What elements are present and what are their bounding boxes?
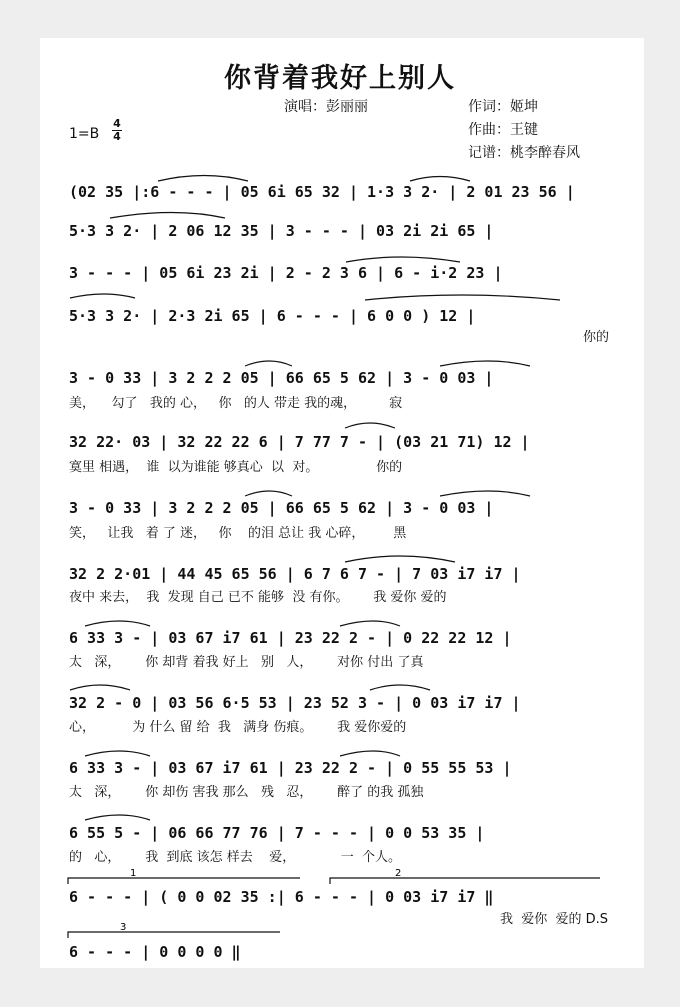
slur-mark [340,621,400,626]
slur-mark [440,491,530,496]
lyric-line: 你的 [582,330,609,345]
volta-bracket-3 [68,932,280,938]
song-title: 你背着我好上别人 [224,63,456,94]
lyric-line: 太 深， 你 却背 着我 好上 别 人， 对你 付出 了真 [69,655,424,670]
lyricist-credit: 作词：姬坤 [468,99,538,115]
volta-label-2: 2 [395,868,402,879]
time-sig-bottom: 4 [113,130,121,143]
singer-credit: 演唱：彭丽丽 [284,99,368,115]
slur-mark [345,423,395,428]
slur-mark [340,751,400,756]
notation-line: 32 2 2·01 | 44 45 65 56 | 6 7 6 7 - | 7 03 i7 i7 | [69,565,521,583]
lyric-line-ds: 我 爱你 爱的 D.S [500,912,609,927]
slur-mark [346,257,460,262]
slur-mark [85,621,150,626]
slur-mark [440,361,530,366]
lyric-line: 心， 为 什么 留 给 我 满身 伤痕。 我 爱你爱的 [69,720,407,735]
slur-mark [110,213,225,219]
notation-line: 3 - 0 33 | 3 2 2 2 05 | 66 65 5 62 | 3 - 0 03 | [69,499,494,517]
slur-mark [245,361,292,366]
time-sig-top: 4 [113,117,121,130]
volta-label-3: 3 [120,922,127,933]
volta-label-1: 1 [130,868,137,879]
volta-bracket-1 [68,878,300,884]
notation-line: 3 - 0 33 | 3 2 2 2 05 | 66 65 5 62 | 3 - 0 03 | [69,369,494,387]
lyric-line: 的 心， 我 到底 该怎 样去 爱， 一 个人。 [69,850,401,865]
slur-mark [85,815,150,820]
lyric-line: 美， 勾了 我的 心， 你 的人 带走 我的魂， 寂 [69,396,403,411]
lyric-line: 笑， 让我 着 了 迷， 你 的泪 总让 我 心碎， 黑 [69,526,407,541]
slur-mark [70,294,135,298]
notation-line: 6 - - - | 0 0 0 0 ‖ [69,943,241,961]
lyric-line: 寞里 相遇， 谁 以为谁能 够真心 以 对。 你的 [69,460,403,475]
notation-line: 6 33 3 - | 03 67 i7 61 | 23 22 2 - | 0 22 22 12 | [69,629,512,647]
slur-mark [370,685,430,690]
notation-line: 5·3 3 2· | 2 06 12 35 | 3 - - - | 03 2i 2i 65 | [69,222,494,240]
composer-credit: 作曲：王键 [468,122,538,138]
volta-bracket-2 [330,878,600,884]
slur-mark [85,751,150,756]
slur-mark [70,685,130,690]
slur-mark [365,295,560,300]
key-signature: 1=B [69,126,100,142]
lyric-line: 夜中 来去， 我 发现 自己 已不 能够 没 有你。 我 爱你 爱的 [69,590,447,605]
notation-line: 5·3 3 2· | 2·3 2i 65 | 6 - - - | 6 0 0 ) 12 | [69,307,476,325]
slur-mark [245,491,292,496]
slur-mark [158,176,248,182]
notation-line: 6 55 5 - | 06 66 77 76 | 7 - - - | 0 0 53 35 | [69,824,485,842]
notation-line: (02 35 |:6 - - - | 05 6i 65 32 | 1·3 3 2· | 2 01 23 56 | [69,183,575,201]
slur-mark [345,556,455,562]
slur-mark [410,177,470,182]
notation-line: 32 2 - 0 | 03 56 6·5 53 | 23 52 3 - | 0 03 i7 i7 | [69,694,521,712]
notation-line: 3 - - - | 05 6i 23 2i | 2 - 2 3 6 | 6 - i·2 23 | [69,264,503,282]
transcriber-credit: 记谱：桃李醉春风 [468,145,580,161]
notation-line: 32 22· 03 | 32 22 22 6 | 7 77 7 - | (03 21 71) 12 | [69,433,530,451]
lyric-line: 太 深， 你 却伤 害我 那么 残 忍， 醉了 的我 孤独 [69,785,424,800]
notation-line: 6 33 3 - | 03 67 i7 61 | 23 22 2 - | 0 55 55 53 | [69,759,512,777]
notation-line: 6 - - - | ( 0 0 02 35 :| 6 - - - | 0 03 i7 i7 ‖ [69,888,494,906]
